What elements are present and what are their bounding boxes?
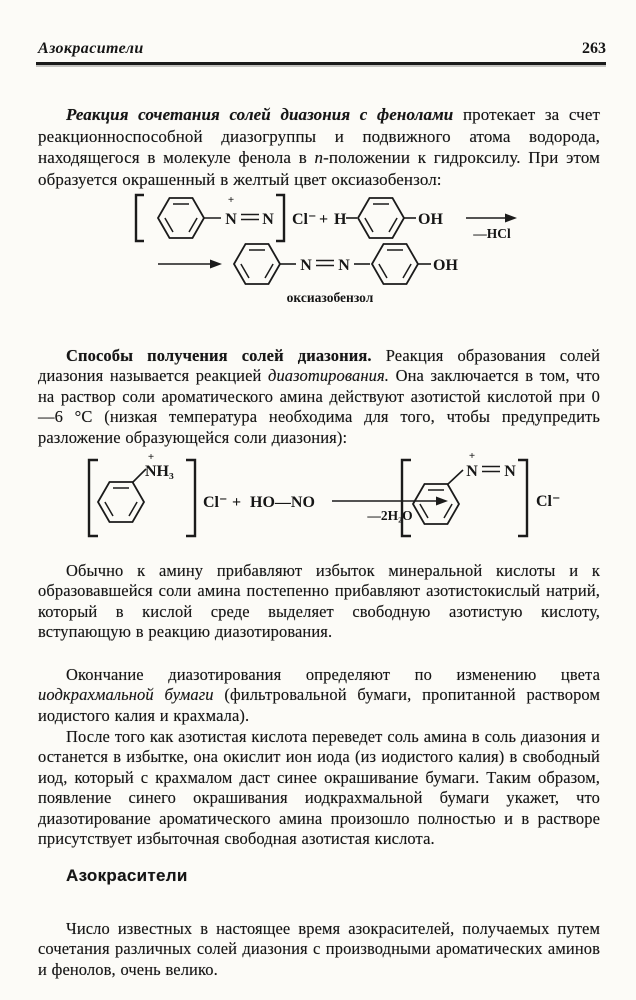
arrowhead bbox=[505, 214, 517, 223]
nitrogen-atom: N bbox=[300, 257, 312, 274]
nitrogen-atom: N bbox=[225, 211, 237, 228]
paragraph-text: (фильтровальной бумаги, пропитанной раствором иодистого калия и крахмала). bbox=[38, 685, 601, 725]
bracket-left bbox=[136, 195, 144, 241]
chloride-ion: Cl⁻ bbox=[203, 494, 228, 511]
paragraph-text: Она заключается в том, что на раствор соли ароматического амина действуют азотистой кислотой при 0—6 °С (низкая температура необходима для того, чтобы предупредить разложение образующейся соли диазония): bbox=[38, 366, 600, 447]
bracket-left bbox=[402, 460, 411, 536]
header-rule bbox=[36, 62, 606, 65]
chloride-ion: Cl⁻ bbox=[536, 493, 561, 510]
nitrogen-atom: N bbox=[504, 463, 516, 480]
paragraph-lead-bold: Способы получения солей диазония. bbox=[66, 345, 372, 365]
benzene-ring bbox=[372, 244, 418, 284]
paragraph-iodine-starch-paper bbox=[38, 665, 600, 727]
reaction-scheme-diazotization bbox=[0, 450, 636, 546]
running-header-title: Азокрасители bbox=[38, 40, 144, 57]
paragraph-text: Число известных в настоящее время азокрасителей, получаемых путем сочетания различных солей диазония с производными ароматических аминов и фенолов, очень велико. bbox=[38, 918, 600, 979]
charge-plus: + bbox=[468, 450, 476, 462]
nitrogen-atom: N bbox=[466, 463, 478, 480]
paragraph-em: диазотирования. bbox=[268, 366, 390, 385]
paragraph-coupling-reaction bbox=[38, 104, 600, 190]
paragraph-em: п bbox=[314, 148, 324, 167]
paragraph-em: иодкрахмальной бумаги bbox=[38, 685, 214, 704]
bracket-right bbox=[518, 460, 527, 536]
ammonium-group: NH₃ bbox=[145, 463, 174, 480]
paragraph-text: Реакция образования солей диазония называется реакцией bbox=[38, 345, 600, 385]
charge-plus: + bbox=[147, 451, 155, 463]
paragraph-text: После того как азотистая кислота переведет соль амина в соль диазония и останется в избытке, она окислит ион иода (из иодистого калия) в свободный иод, который с крахмалом даст синее окрашивание бумаги. Таким образом, появление синего окрашивания иодкрахмальной бумаги укажет, что диазотирование ароматического амина произошло полностью и в растворе присутствует избыточная свободная азотистая кислота. bbox=[38, 726, 600, 848]
hydroxyl-group: OH bbox=[433, 257, 458, 274]
page-number: 263 bbox=[582, 40, 606, 57]
section-heading-azo-dyes: Азокрасители bbox=[66, 866, 188, 885]
benzene-ring bbox=[234, 244, 280, 284]
hydrogen-atom: H bbox=[334, 211, 347, 228]
arrowhead bbox=[436, 497, 448, 506]
hydroxyl-group: OH bbox=[418, 211, 443, 228]
benzene-ring bbox=[158, 198, 204, 238]
paragraph-text: -положении к гидроксилу. При этом образуется окрашенный в желтый цвет оксиазобензол: bbox=[38, 148, 600, 189]
paragraph-diazotization bbox=[38, 346, 600, 449]
benzene-ring bbox=[358, 198, 404, 238]
product-name-label: оксиазобензол bbox=[286, 290, 374, 305]
paragraph-text: Окончание диазотирования определяют по изменению цвета bbox=[66, 664, 600, 684]
benzene-ring bbox=[98, 482, 144, 522]
paragraph-text: протекает за счет реакционноспособной диазогруппы и подвижного атома водорода, находящегося в молекуле фенола в bbox=[38, 105, 600, 167]
paragraph-lead-italic: Реакция сочетания солей диазония с фенолами bbox=[66, 105, 454, 124]
bracket-right bbox=[276, 195, 284, 241]
bracket-right bbox=[186, 460, 195, 536]
bracket-left bbox=[89, 460, 98, 536]
nitrogen-atom: N bbox=[338, 257, 350, 274]
nitrous-acid: HO—NO bbox=[250, 494, 315, 511]
reaction-scheme-coupling bbox=[0, 186, 636, 312]
paragraph-endpoint-detection bbox=[38, 727, 600, 850]
arrow-condition-label: —2H₂O bbox=[367, 508, 413, 523]
nitrogen-atom: N bbox=[262, 211, 274, 228]
bond bbox=[133, 469, 147, 483]
plus-sign: + bbox=[319, 211, 329, 228]
plus-sign: + bbox=[232, 494, 242, 511]
chloride-ion: Cl⁻ bbox=[292, 211, 317, 228]
arrow-condition-label: —HCl bbox=[473, 226, 511, 241]
bond bbox=[448, 470, 464, 485]
arrowhead bbox=[210, 260, 222, 269]
paragraph-text: Обычно к амину прибавляют избыток минеральной кислоты и к образовавшейся соли амина постепенно прибавляют азотистокислый натрий, который в кислой среде выделяет свободную азотистую кислоту, вступающую в реакцию диазотирования. bbox=[38, 560, 600, 641]
charge-plus: + bbox=[227, 194, 235, 206]
paragraph-azo-dyes-intro bbox=[38, 919, 600, 981]
paragraph-procedure bbox=[38, 561, 600, 643]
